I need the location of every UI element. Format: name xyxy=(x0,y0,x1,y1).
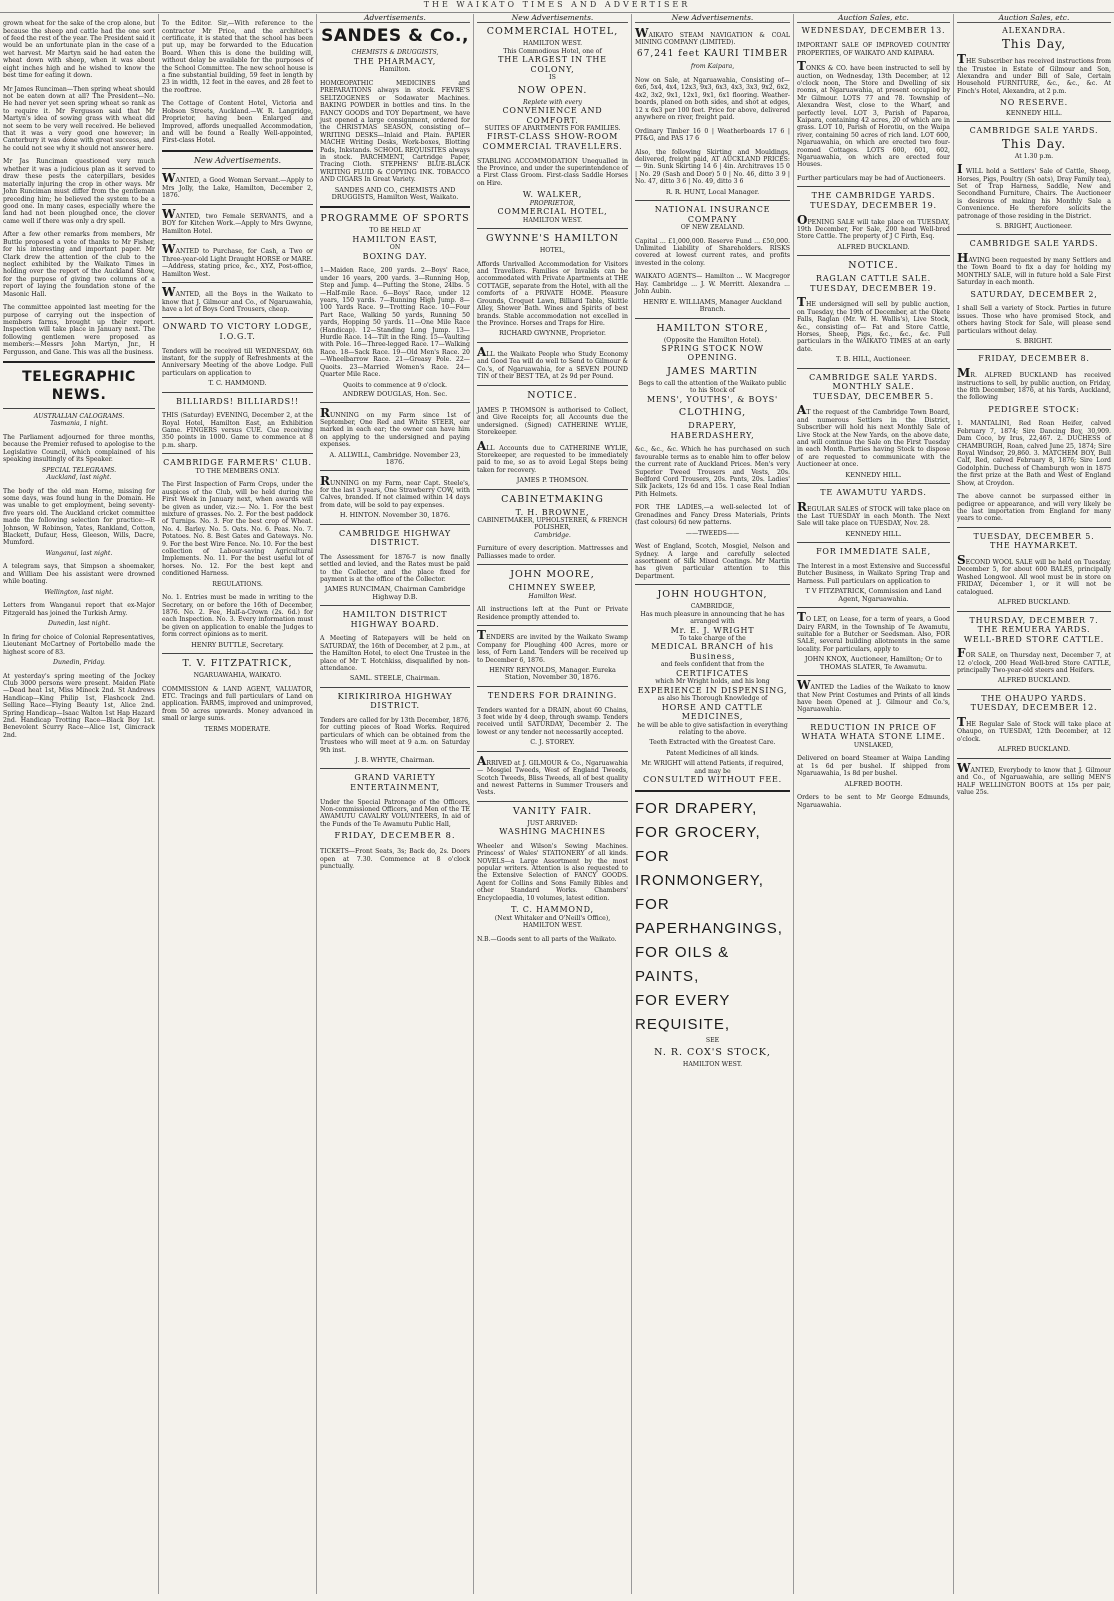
ad-title: PROGRAMME OF SPORTS xyxy=(320,213,470,225)
ad-text: Capital ... £1,000,000. Reserve Fund ... £50,000. Unlimited Liability of Shareholders. RISKS covered at lowest current rates, and profits invested in the colony. xyxy=(635,237,790,267)
ad-text: ALL Accounts due to CATHERINE WYLIE, Storekeeper, are requested to be immediately paid to me, so as to avoid Legal Steps being taken for recovery. xyxy=(477,438,628,474)
ad-text: Wheeler and Wilson's Sewing Machines. Princess' of Wales' STATIONERY of all kinds. NOVELS—a Large Assortment by the most popular writers. Attention is also requested to the Extensive Selection of FANCY GOODS. Agent for Collins and Sons Family Bibles and other Standard Works. Chambers' Encyclopaedia, 10 volumes, latest edition. xyxy=(477,842,628,902)
ad-text: CLOTHING, xyxy=(678,407,747,419)
ad-subtitle: THE PHARMACY, xyxy=(353,56,437,66)
ad-date: THURSDAY, DECEMBER 7. xyxy=(969,615,1099,625)
ad-subtitle: ——TWEEDS—— xyxy=(685,529,740,537)
ad-place: HAMILTON WEST. xyxy=(522,216,583,224)
ad-text: Delivered on board Steamer at Waipa Landing at 1s 6d per bushel. If shipped from Ngaruawahia, 1s 8d per bushel. xyxy=(797,755,950,778)
article-text: Letters from Wanganui report that ex-Major Fitzgerald has joined the Turkish Army. xyxy=(3,602,155,617)
ad-title: HAMILTON STORE, xyxy=(656,322,769,334)
ad-text: HORSE AND CATTLE MEDICINES, xyxy=(661,702,764,722)
ad-title: NOTICE. xyxy=(848,260,899,272)
ad-signature: H. HINTON. November 30, 1876. xyxy=(339,511,451,520)
ad-time: At 1.30 p.m. xyxy=(1014,152,1054,160)
ad-signature: SAML. STEELE, Chairman. xyxy=(349,674,441,683)
ad-heading: WAIKATO STEAM NAVIGATION & COAL MINING COMPANY (LIMITED). xyxy=(635,25,790,46)
ad-subtitle: REGULATIONS. xyxy=(212,580,263,588)
article-text: The Cottage of Content Hotel, Victoria and Hobson Streets, Auckland.—W. R. Langridge, Proprietor, having been Enlarged and Improved, affords unequalled Accommodation, and will be found a Really Well-appointed, First-class Hotel. xyxy=(162,100,313,145)
classified-ad: ARRIVED at J. GILMOUR & Co., Ngaruawahia— Mosgiel Tweeds, West of England Tweeds, Scotch Tweeds, Bliss Tweeds, all of best quality and newest Patterns in Summer Trousers and Vests. xyxy=(477,753,628,797)
column-heading: New Advertisements. xyxy=(477,14,628,23)
ad-text: TICKETS—Front Seats, 3s; Back do, 2s. Doors open at 7.30. Commence at 8 o'clock punctually. xyxy=(320,848,470,871)
ad-text: All instructions left at the Punt or Private Residence promptly attended to. xyxy=(477,606,628,621)
ad-signature: ALFRED BUCKLAND. xyxy=(997,598,1071,607)
ad-text: The Assessment for 1876-7 is now finally settled and levied, and the Rates must be paid to the Collector, and the place fixed for payment is at the office of the Collector. xyxy=(320,553,470,583)
ad-title: T. V. FITZPATRICK, xyxy=(182,658,293,670)
column-2 xyxy=(158,14,316,1594)
ad-date: TUESDAY, DECEMBER 12. xyxy=(970,703,1098,713)
ad-signature: J. B. WHYTE, Chairman. xyxy=(355,756,435,765)
article-text: The Parliament adjourned for three months, because the Premier refused to apologise to the Legislative Council, which complained of his speaking insultingly of its Speaker. xyxy=(3,434,155,464)
ad-text: Quoits to commence at 9 o'clock. xyxy=(342,381,448,389)
classified-ad: ALL the Waikato People who Study Economy and Good Tea will do well to Send to Gilmour & Co.'s, of Ngaruawahia, for a SEVEN POUND TIN of their BEST TEA, at 2s 9d per Pound. xyxy=(477,344,628,381)
ad-text: COMMERCIAL TRAVELLERS. xyxy=(482,141,623,151)
ad-text: THE LARGEST IN THE COLONY, xyxy=(498,55,607,74)
ad-text: WAIKATO AGENTS— Hamilton ... W. Macgregor Hay. Cambridge ... J. W. Merritt. Alexandra ... John Aubin. xyxy=(635,273,790,296)
ad-text: FOR SALE, on Thursday next, December 7, at 12 o'clock, 200 Head Well-bred Store CATTLE, principally Two-year-old steers and Heifers. xyxy=(957,646,1111,674)
ad-subtitle: TO THE MEMBERS ONLY. xyxy=(195,467,280,475)
article-text: Mr James Runciman—Then spring wheat should not be eaten down at all? The President—No. He had never yet seen spring wheat so rank as to require it. Mr Fergusson said that Mr Martyn's idea of sowing grass with wheat did not seem to be very well received. He believed that it was a very good one however; in Canterbury it was done with great success, and he could not see why it should not answer here. xyxy=(3,85,155,152)
classified-ad: TO LET, on Lease, for a term of years, a Good Dairy FARM, in the Township of Te Awamutu, suitable for a Butcher or Seedsman. Also, FOR SALE, several building allotments in the same locality. For particulars, apply to xyxy=(797,610,950,653)
ad-title: THE CAMBRIDGE YARDS. xyxy=(811,191,936,201)
ad-subtitle: BOXING DAY. xyxy=(362,251,428,261)
ad-text: The above cannot be surpassed either in pedigree or appearance, and will very likely be the last importation from England for many years to come. xyxy=(957,493,1111,523)
classified-ad: WANTED to Purchase, for Cash, a Two or Three-year-old Light Draught HORSE or MARE.—Address, stating price, &c., XYZ, Post-office, Hamilton West. xyxy=(162,242,313,278)
cox-line: FOR EVERY REQUISITE, xyxy=(635,991,731,1033)
article-text: A telegram says, that Simpson a shoemaker, and William Dee his assistant were drowned while boating. xyxy=(3,563,155,586)
section-heading: AUSTRALIAN CALOGRAMS. xyxy=(33,413,125,420)
ad-signature: ALFRED BUCKLAND. xyxy=(837,242,910,251)
dateline: Wellington, last night. xyxy=(44,588,114,596)
column-heading: Auction Sales, etc. xyxy=(957,14,1111,23)
ad-date: TUESDAY, DECEMBER 5. xyxy=(973,531,1095,541)
price-list: Ordinary Timber 16 0 | Weatherboards 17 6 | PT&G, and PAS 17 6 xyxy=(635,127,790,143)
column-heading: Auction Sales, etc. xyxy=(797,14,950,23)
ad-text: and feels confident that from the xyxy=(660,661,765,669)
column-4 xyxy=(473,14,631,1594)
ad-title: REDUCTION IN PRICE OF xyxy=(810,722,937,732)
ad-text: NO RESERVE. xyxy=(1000,98,1068,108)
column-6 xyxy=(793,14,953,1594)
ad-signature: SANDES AND CO., CHEMISTS AND DRUGGISTS, Hamilton West, Waikato. xyxy=(331,185,459,201)
ad-place: Cambridge. xyxy=(534,531,571,539)
ad-title: CAMBRIDGE SALE YARDS. xyxy=(969,126,1099,136)
ad-signature: ALFRED BOOTH. xyxy=(844,779,903,788)
ad-text: Patent Medicines of all kinds. xyxy=(666,749,759,757)
ad-place: HAMILTON WEST. xyxy=(522,922,583,929)
ad-text: 1. MANTALINI, Red Roan Heifer, calved February 7, 1874; Sire Dancing Boy, 30,909. Dam Coco, by Irus, 22,467. 2. DUCHESS of CHAMBURGH, Roan, calved June 25, 1874; Sire Royal Windsor, 29,860. 3. MATCHEM BOY, Bull Calf, Red, calved February 8, 1876; Sire Lord Godolphin. Duchess of Chamburgh won in 1875 the first prize at the Bath and West of England Show, at Croydon. xyxy=(957,420,1111,487)
ad-title: TENDERS FOR DRAINING. xyxy=(487,690,618,700)
ad-title: TE AWAMUTU YARDS. xyxy=(820,487,927,497)
ad-title: 67,241 feet KAURI TIMBER xyxy=(636,49,789,60)
ad-text: IMPORTANT SALE OF IMPROVED COUNTRY PROPERTIES, OF WAIKATO AND KAIPARA. xyxy=(797,42,950,57)
ad-subtitle: CHIMNEY SWEEP, xyxy=(508,583,597,593)
classified-ad: RUNNING on my Farm since 1st of September, One Red and White STEER, ear marked in each ear; the owner can have him on applying to the undersigned and paying expenses. xyxy=(320,405,470,449)
article-text: Mr Jas Runciman questioned very much whether it was a judicious plan as it served to draw these pests the caterpillars, besides materially injuring the crop in other ways. Mr John Runciman must differ from the gentleman preceding him; he believed the system to be a good one. In many cases, especially where the land had not been ploughed once, the clover came well if there was only a dry spell. xyxy=(3,158,155,225)
ad-place: Hamilton West. xyxy=(528,592,577,600)
ad-signature: JAMES RUNCIMAN, Chairman Cambridge Highway D.B. xyxy=(324,585,466,601)
ad-subtitle: THE HAYMARKET. xyxy=(989,541,1079,551)
ad-text: &c., &c., &c. Which he has purchased on such favourable terms as to enable him to offer below the current rate of Auckland Prices. Men's very Superior Tweed Trousers and Vests, 20s. Bedford Cord Trousers, 20s. Pants, 20s. Ladies' Silk Jackets, 12s 6d and 15s. 1 case Real Indian Pith Helmets. xyxy=(635,446,790,498)
dateline: Dunedin, last night. xyxy=(47,620,111,628)
ad-subtitle: WELL-BRED STORE CATTLE. xyxy=(963,634,1105,644)
ad-text: Begs to call the attention of the Waikato public to his Stock of xyxy=(638,379,787,395)
ad-date: WEDNESDAY, DECEMBER 13. xyxy=(801,26,946,36)
ad-text: I WILL hold a Settlers' Sale of Cattle, Sheep, Horses, Pigs, Poultry (Sh oats), Dray Family tea), Set of Trap Harness, Saddle, New and Secondhand Furniture, Chairs. The Auctioneer is desirous of making his Monthly Sale a Convenience. He therefore solicits the patronage of those residing in the District. xyxy=(957,162,1111,220)
dateline: Tasmania, 1 night. xyxy=(50,420,108,428)
ad-signature: HENRY REYNOLDS, Manager. Eureka Station, November 30, 1876. xyxy=(489,666,616,682)
ad-day: This Day. xyxy=(1001,136,1067,151)
ad-title: CAMBRIDGE HIGHWAY DISTRICT. xyxy=(338,528,451,548)
ad-title: HAMILTON DISTRICT HIGHWAY BOARD. xyxy=(342,610,448,629)
ad-signature: RICHARD GWYNNE, Proprietor. xyxy=(499,329,606,338)
ad-signature: W. WALKER, xyxy=(522,190,583,200)
column-5 xyxy=(631,14,793,1594)
ad-text: Further particulars may be had of Auctioneers. xyxy=(797,174,946,182)
ad-title: ALEXANDRA. xyxy=(1002,26,1066,36)
ad-text: CONSULTED WITHOUT FEE. xyxy=(643,775,782,785)
ad-text: Mr. WRIGHT will attend Patients, if required, and may be xyxy=(641,760,784,775)
ad-signature: JAMES P. THOMSON. xyxy=(516,476,589,485)
ad-subtitle: from Kaipara, xyxy=(690,63,735,71)
ad-title: CABINETMAKING xyxy=(501,493,604,505)
ad-text: JAMES P. THOMSON is authorised to Collect, and Give Receipts for, all Accounts due the undersigned. (Signed) CATHERINE WYLIE, Storekeeper. xyxy=(477,406,628,436)
ad-footer: TERMS MODERATE. xyxy=(204,725,271,733)
ad-text: N.B.—Goods sent to all parts of the Waikato. xyxy=(477,935,617,943)
ad-text: Tenders will be received till WEDNESDAY, 6th instant, for the supply of Refreshments at the Anniversary Meeting of the above Lodge. Full particulars on application to xyxy=(162,347,313,377)
ad-text: AT the request of the Cambridge Town Board, and numerous Settlers in the District, Subscriber will hold his next Monthly Sale of Live Stock at the New Yards, on the above date, and will continue the Sale on the First Tuesday in each Month. Parties having Stock to dispose of are requested to communicate with the Auctioneer at once. xyxy=(797,403,950,469)
ad-text: he will be able to give satisfaction in everything relating to the above. xyxy=(637,721,788,737)
ad-text: THE Subscriber has received instructions from the Trustee in Estate of Gilmour and Son, Alexandra and under Bill of Sale, Certain Household FURNITURE, &c., &c., &c. At Finch's Hotel, Alexandra, at 2 p.m. xyxy=(957,52,1111,95)
ad-title: CAMBRIDGE SALE YARDS. xyxy=(969,239,1099,249)
ad-text: This Commodious Hotel, one of xyxy=(503,47,602,55)
ad-text: 1—Maiden Race, 200 yards. 2—Boys' Race, under 16 years, 200 yards. 3—Running Hop, Step and Jump. 4—Putting the Stone, 24lbs. 5—Half-mile Race. 6—Boys' Race, under 12 years, 150 yards. 7—Running High Jump. 8—100 Yards Race. 9—Trotting Race. 10—Four Part Race, Walking 50 yards, Running 50 yards, Hopping 50 yards. 11—One Mile Race (Handicap). 12—Standing Long Jump. 13—Hurdle Race. 14—Tilt in the Ring. 15—Vaulting with Pole. 16—Three-legged Race. 17—Walking Race. 18—Sack Race. 19—Old Men's Race. 20—Wheelbarrow Race. 21—Greasy Pole. 22—Quoits. 23—Married Women's Race. 24—Quarter Mile Race. xyxy=(320,267,470,379)
ad-subtitle: PEDIGREE STOCK: xyxy=(988,404,1080,414)
ad-signature: T. B. HILL, Auctioneer. xyxy=(836,355,911,364)
ad-text: SECOND WOOL SALE will be held on Tuesday, December 5, for about 600 BALES, principally Washed Longwool. All wool must be in store on FRIDAY, December 1, or it will not be catalogued. xyxy=(957,553,1111,596)
ad-signature: ANDREW DOUGLAS, Hon. Sec. xyxy=(342,389,448,398)
cox-line: FOR OILS & PAINTS, xyxy=(635,943,730,985)
ad-text: Furniture of every description. Mattresses and Palliasses made to order. xyxy=(477,545,628,560)
ad-signature: T V FITZPATRICK, Commission and Land Agent, Ngaruawahia. xyxy=(805,587,942,603)
column-1 xyxy=(0,14,158,1594)
ad-text: TONKS & CO. have been instructed to sell by auction, on Wednesday, 13th December, at 12 o'clock noon, The Store and Dwelling of six rooms, at Ngaruawahia, at present occupied by Mr Gilmour. LOTS 77 and 78. Township of Alexandra West, close to the Wharf, and perfectly level. LOT 3, Parish of Paparoa, Kaipara, containing 42 acres, 20 of which are in grass. LOT 10, Parish of Horotiu, on the Waipa river, containing 50 acres of rich land. LOT 600, Ngaruawahia, on which are erected two four-roomed Cottages. LOTS 600, 601, 602, Ngaruawahia, on which are erected four Houses. xyxy=(797,59,950,169)
ad-text: Has much pleasure in announcing that he has arranged with xyxy=(640,610,785,626)
classified-ad: WANTED, Everybody to know that J. Gilmour and Co., of Ngaruawahia, are selling MEN'S HALF WELLINGTON BOOTS at 15s per pair, value 25s. xyxy=(957,760,1111,797)
ad-signature: COMMERCIAL HOTEL, xyxy=(497,207,608,217)
ad-title: N. R. COX'S STOCK, xyxy=(654,1046,771,1058)
ad-text: SEE xyxy=(705,1036,720,1044)
ad-place: CAMBRIDGE, xyxy=(690,603,735,611)
ad-text: Now on Sale, at Ngaruawahia, Consisting of—6x6, 5x4, 4x4, 12x3, 9x3, 6x3, 4x3, 3x3, 9x2, 6x2, 4x2, 3x2, 9x1, 12x1, 9x1, 6x1 flooring. Weather-boards, planed on both sides, and shot at edges, 12 x 6x3 per 100 feet. Price for above, delivered anywhere on river, freight paid. xyxy=(635,77,790,122)
ad-date: TUESDAY, DECEMBER 5. xyxy=(813,391,934,401)
cox-line: FOR IRONMONGERY, xyxy=(635,847,764,889)
article-text: At yesterday's spring meeting of the Jockey Club 3000 persons were present. Maiden Plate—Dead heat 1st, Miss Mineck 2nd. St Andrews Handicap—King Philip 1st, Flashcock 2nd. Selling Race—Flying Beauty 1st, Alice 2nd. Spring Handicap—Isaac Walton 1st Hap Hazard 2nd. Handicap Trotting Race—Black Boy 1st. Benevolent Scurry Race—Alice 1st, Gimcrack 2nd. xyxy=(3,672,155,739)
ad-date: SATURDAY, DECEMBER 2, xyxy=(970,289,1098,299)
ad-text: No. 1. Entries must be made in writing to the Secretary, on or before the 16th of December, 1876. No. 2. Fee, Half-a-Crown (2s. 6d.) for each Inspection. No. 3. Every information must be given on application to enable the Judges to form correct opinions as to merit. xyxy=(162,594,313,639)
ad-text: Replete with every xyxy=(522,98,583,106)
ad-signature: PROPRIETOR, xyxy=(529,199,576,207)
ad-text: NOW OPEN. xyxy=(517,84,588,96)
ad-text: HABERDASHERY, xyxy=(670,430,755,440)
ad-text: THE Regular Sale of Stock will take place at Ohaupo, on TUESDAY, 12th December, at 12 o'clock. xyxy=(957,715,1111,743)
ad-text: MR. ALFRED BUCKLAND has received instructions to sell, by public auction, on Friday, the 8th December, 1876, at his Yards, Auckland, the following xyxy=(957,366,1111,402)
column-7 xyxy=(953,14,1114,1594)
ad-title: JOHN HOUGHTON, xyxy=(657,589,768,601)
ad-subtitle: T. H. BROWNE, xyxy=(515,507,590,517)
ad-text: FIRST-CLASS SHOW-ROOM xyxy=(486,132,619,142)
ad-text: FOR THE LADIES,—a well-selected lot of Grenadines and Fancy Dress Materials, Prints (fast colours) 6d new patterns. xyxy=(635,504,790,527)
ad-signature: S. BRIGHT, Auctioneer. xyxy=(995,221,1073,230)
ad-signature: KENNEDY HILL. xyxy=(845,470,902,479)
ad-subtitle: OF NEW ZEALAND. xyxy=(680,224,745,232)
ad-text: SUITES OF APARTMENTS FOR FAMILIES. xyxy=(484,125,621,133)
ad-text: Under the Special Patronage of the Officers, Non-commissioned Officers, and Men of the TE AWAMUTU CAVALRY VOLUNTEERS, In aid of the Funds of the Te Awamutu Public Hall, xyxy=(320,798,470,828)
ad-title: RAGLAN CATTLE SALE. xyxy=(816,274,931,284)
cox-line: FOR PAPERHANGINGS, xyxy=(635,895,783,937)
ad-title: FOR IMMEDIATE SALE, xyxy=(816,547,931,557)
article-text: To the Editor. Sir,—With reference to the contractor Mr Price, and the architect's certificate, it is stated that the school has been put up, may be forwarded to the Education Board. When this is done the building will, without delay be available for the purposes of the School Committee. The new school house is a fine substantial building, 59 feet in length by 23 in width, 12 feet in the eaves, and 28 feet to the rooftree. xyxy=(162,20,313,94)
ad-signature: ALFRED BUCKLAND. xyxy=(997,745,1071,754)
article-text: grown wheat for the sake of the crop alone, but because the sheep and cattle had the one sort of feed the rest of the year. The President said it would be an unfortunate plan in the case of a wet harvest. Mr Martyn said he had eaten the wheat down with sheep, when it was about eight inches high and he wished to know the best time for eating it down. xyxy=(3,20,155,80)
ad-title: VANITY FAIR. xyxy=(512,805,593,817)
ad-place: HAMILTON WEST. xyxy=(522,40,583,48)
cox-line: FOR GROCERY, xyxy=(635,823,761,841)
ad-text: IS xyxy=(549,74,556,82)
ad-signature: C. J. STOREY. xyxy=(530,738,575,747)
ad-text: CONVENIENCE AND COMFORT. xyxy=(502,106,603,125)
ad-text: Affords Unrivalled Accommodation for Visitors and Travellers. Families or Invalids can be accommodated with Private Apartments at THE COTTAGE, separate from the Hotel, with all the comforts of a PRIVATE HOME. Pleasure Grounds, Croquet Lawn, Billiard Table, Skittle Alley, Shower Bath. Wines and Spirits of best brands. Stable accommodation not excelled in the Province. Horses and Traps for Hire. xyxy=(477,260,628,327)
cox-line: FOR DRAPERY, xyxy=(635,799,758,817)
ad-title: ONWARD TO VICTORY LODGE, I.O.G.T. xyxy=(162,322,313,341)
section-heading: SPECIAL TELEGRAMS. xyxy=(41,466,117,474)
ad-place: Hamilton. xyxy=(379,66,411,74)
ad-text: MEDICAL BRANCH of his Business, xyxy=(651,642,774,661)
ad-subtitle: WHATA WHATA STONE LIME. xyxy=(801,732,946,742)
ad-signature: KENNEDY HILL. xyxy=(845,529,902,538)
ad-text: DRAPERY, xyxy=(688,421,737,431)
article-text: The body of the old man Horne, missing for some days, was found hung in the Domain. He was unable to get employment, being seventy-five years old. The Auckland cricket committee made the following selection for practice:—R Johnson, W Robinson, Yates, Rankland, Cotton, Blackett, Dufaur, Hess, Gleeson, Wills, Dacre, Mumford. xyxy=(3,487,155,547)
ad-signature: A. ALLWILL, Cambridge. November 23, 1876. xyxy=(329,450,461,466)
ad-subtitle: WASHING MACHINES xyxy=(499,827,606,837)
ad-title: THE OHAUPO YARDS. xyxy=(981,693,1087,703)
ad-place: HAMILTON WEST. xyxy=(682,1060,743,1068)
ad-title: NATIONAL INSURANCE COMPANY xyxy=(654,205,771,224)
ad-subtitle: SPRING STOCK NOW OPENING. xyxy=(661,343,764,363)
ad-subtitle: CABINETMAKER, UPHOLSTERER, & FRENCH POLISHER, xyxy=(477,517,628,532)
column-heading: Advertisements. xyxy=(320,14,470,23)
column-heading: New Advertisements. xyxy=(635,14,790,23)
ad-signature: (Next Whitaker and O'Neill's Office), xyxy=(494,914,611,922)
classified-ad: WANTED, all the Boys in the Waikato to know that J. Gilmour and Co., of Ngaruawahia, have a lot of Boys Cord Trousers, cheap. xyxy=(162,285,313,313)
ad-date: TUESDAY, DECEMBER 19. xyxy=(810,200,937,210)
ad-text: To take charge of the xyxy=(679,635,746,642)
section-heading: New Advertisements. xyxy=(193,155,282,165)
ad-text: I shall Sell a variety of Stock. Parties in future issues. Those who have promised Stock, and others having Stock for Sale, will please send particulars without delay. xyxy=(957,305,1111,335)
ad-text: The Interest in a most Extensive and Successful Butcher Business, in Waikato Spring Trap and Harness. Full particulars on application to xyxy=(797,562,950,585)
dateline: Dunedin, Friday. xyxy=(53,658,105,666)
article-text: The committee appointed last meeting for the purpose of carrying out the inspection of members farms, brought up their report. Inspection will take place in January next. The following gentlemen were proposed as members:—Messrs John Martyn, Jnr., H Fergusson, and Gane. This was all the business. xyxy=(3,304,155,356)
ad-title: CAMBRIDGE SALE YARDS. xyxy=(809,372,938,382)
ad-subtitle: TO BE HELD AT xyxy=(369,227,421,235)
ad-subtitle: (Opposite the Hamilton Hotel). xyxy=(663,336,762,344)
ad-title: SANDES & Co., xyxy=(321,26,469,47)
ad-text: which Mr Wright holds, and his long xyxy=(655,678,770,686)
ad-subtitle: CHEMISTS & DRUGGISTS, xyxy=(351,49,439,57)
ad-text: COMMISSION & LAND AGENT, VALUATOR, ETC. Tracings and full particulars of Land on application. FARMS, improved and unimproved, from 50 acres upwards. Money advanced in small or large sums. xyxy=(162,685,313,723)
ad-signature: T. C. HAMMOND. xyxy=(208,379,267,388)
ad-text: Orders to be sent to Mr George Edmunds, Ngaruawahia. xyxy=(797,794,950,809)
ad-text: Tenders wanted for a DRAIN, about 60 Chains, 3 feet wide by 4 deep, through swamp. Tenders received until SATURDAY, December 2. The lowest or any tender not necessarily accepted. xyxy=(477,706,628,736)
ad-signature: JOHN KNOX, Auctioneer, Hamilton; Or to THOMAS SLATER, Te Awamutu. xyxy=(804,655,943,671)
ad-subtitle: ON xyxy=(389,244,401,252)
ad-title: BILLIARDS! BILLIARDS!! xyxy=(176,396,299,406)
ad-signature: R. R. HUNT, Local Manager. xyxy=(665,187,760,196)
ad-subtitle: HOTEL, xyxy=(539,247,566,255)
article-text: In firing for choice of Colonial Representatives, Lieutenant McCartney of Portobello made the highest score of 83. xyxy=(3,633,155,656)
ad-name: JAMES MARTIN xyxy=(667,365,758,377)
article-text: After a few other remarks from members, Mr Buttle proposed a vote of thanks to Mr Fisher, for his interesting and important paper. Mr Clark drew the attention of the club to the neglect exhibited by the Waikato Times in holding over the report of the Auckland Show, for the purpose of giving two columns of a report of laying the foundation stone of the Masonic Hall. xyxy=(3,231,155,298)
ad-title: NOTICE. xyxy=(527,389,578,401)
ad-text: CERTIFICATES xyxy=(676,668,749,678)
ad-text: OPENING SALE will take place on TUESDAY, 19th December, For Sale, 200 head Well-bred Store Cattle. The property of J C Firth, Esq. xyxy=(797,212,950,241)
ad-signature: ALFRED BUCKLAND. xyxy=(997,676,1071,685)
ad-subtitle: NGARUAWAHIA, WAIKATO. xyxy=(193,672,282,680)
ad-signature: HENRY BUTTLE, Secretary. xyxy=(191,640,284,649)
ad-subtitle: THE REMUERA YARDS. xyxy=(977,625,1091,634)
classified-ad: WANTED the Ladies of the Waikato to know that New Print Costumes and Prints of all kinds have been Opened at J. Gilmour and Co.'s, Ngaruawahia. xyxy=(797,678,950,714)
ad-text: THIS (Saturday) EVENING, December 2, at the Royal Hotel, Hamilton East, an Exhibition Game. FINGERS versus CUE. Cue receiving 350 points in 1000. Game to commence at 8 p.m. sharp. xyxy=(162,412,313,449)
ad-text: HOMŒOPATHIC MEDICINES and PREPARATIONS always in stock. FEVRE'S SELTZOGENES or Sodawater Machines. BAKING POWDER in bottles and tins. In the FANCY GOODS and TOY Department, we have just opened a large consignment, ordered for the CHRISTMAS SEASON, consisting of—WRITING DESKS—Inlaid and Plain. PAPIER MACHE Writing Desks, Work-boxes, Blotting Pads, Inkstands. SCHOOL REQUISITES always in stock. PARCHMENT, Cartridge Paper, Tracing Cloth. STEPHENS' BLUE-BLACK WRITING FLUID & COPYING INK. TOBACCO AND CIGARS In Great Variety. xyxy=(320,79,470,184)
ad-day: This Day, xyxy=(1001,36,1067,51)
masthead: THE WAIKATO TIMES AND ADVERTISER xyxy=(0,0,1114,13)
ad-signature: S. BRIGHT. xyxy=(1015,337,1053,345)
classified-ad: TENDERS are invited by the Waikato Swamp Company for Ploughing 400 Acres, more or less, of Fern Land. Tenders will be received up to December 6, 1876. xyxy=(477,628,628,664)
ad-date: TUESDAY, DECEMBER 19. xyxy=(810,283,937,293)
classified-ad: WANTED, a Good Woman Servant.—Apply to Mrs Jolly, the Lake, Hamilton, December 2, 1876. xyxy=(162,171,313,200)
price-list: Also, the following Skirting and Mouldings, delivered, freight paid, AT AUCKLAND PRICES:— 9in. Sunk Skirting 14 6 | 4in. Architraves 15 0 | No. 29 (Sash and Door) 5 0 | No. 46, ditto 3 9 | No. 47, ditto 3 6 | No. 49, ditto 3 6 xyxy=(635,148,790,186)
ad-text: STABLING ACCOMMODATION Unequalled in the Province, and under the superintendence of a First Class Groom. First-class Saddle Horses on Hire. xyxy=(477,157,628,187)
ad-text: Teeth Extracted with the Greatest Care. xyxy=(649,739,776,747)
dateline: Auckland, last night. xyxy=(46,474,112,482)
ad-text: as also his Thorough Knowledge of xyxy=(657,695,768,703)
ad-title: KIRIKIRIROA HIGHWAY DISTRICT. xyxy=(337,691,453,711)
ad-text: A Meeting of Ratepayers will be held on SATURDAY, the 16th of December, at 2 p.m., at the Hamilton Hotel, to elect One Trustee in the place of Mr T. Hotchkiss, disqualified by non-attendance. xyxy=(320,635,470,672)
ad-text: HAVING been requested by many Settlers and the Town Board to fix a day for holding my MONTHLY SALE, will in future hold a Sale First Saturday in each month. xyxy=(957,251,1111,287)
ad-subtitle: MONTHLY SALE. xyxy=(832,382,915,392)
ad-text: Mr. E. J. WRIGHT xyxy=(670,625,755,635)
ad-text: REGULAR SALES of STOCK will take place on the Last TUESDAY in each Month. The Next Sale will take place on TUESDAY, Nov. 28. xyxy=(797,499,950,528)
column-3 xyxy=(316,14,473,1594)
dateline: Wanganui, last night. xyxy=(45,549,113,557)
ad-title: COMMERCIAL HOTEL, xyxy=(486,26,619,38)
ad-text: EXPERIENCE IN DISPENSING, xyxy=(637,685,788,695)
ad-signature: KENNEDY HILL. xyxy=(1005,108,1063,117)
ad-date: FRIDAY, DECEMBER 8. xyxy=(334,831,456,842)
ad-title: CAMBRIDGE FARMERS' CLUB. xyxy=(163,458,312,468)
classified-ad: RUNNING on my Farm, near Capt. Steele's, for the last 3 years, One Strawberry COW, with Calves, branded. If not claimed within 14 days from date, will be sold to pay expenses. xyxy=(320,473,470,509)
classified-ad: WANTED, two Female SERVANTS, and a BOY for Kitchen Work.—Apply to Mrs Gwynne, Hamilton Hotel. xyxy=(162,206,313,235)
ad-date: FRIDAY, DECEMBER 8. xyxy=(978,354,1090,364)
ad-title: GRAND VARIETY ENTERTAINMENT, xyxy=(350,773,440,792)
ad-subtitle: JUST ARRIVED: xyxy=(527,819,578,827)
ad-text: MENS', YOUTHS', & BOYS' xyxy=(646,394,779,404)
ad-subtitle: HAMILTON EAST, xyxy=(352,234,438,244)
ad-signature: HENRY E. WILLIAMS, Manager Auckland Branch. xyxy=(643,297,782,314)
telegraphic-news-title: TELEGRAPHIC NEWS. xyxy=(22,369,136,403)
ad-title: GWYNNE'S HAMILTON xyxy=(486,233,619,245)
ad-text: Tenders are called for by 13th December, 1876, for cutting pieces of Road Works. Required particulars of which can be obtained from the Trustees who will meet at 9 a.m. on Saturday 9th inst. xyxy=(320,717,470,754)
ad-text: West of England, Scotch, Mosgiel, Nelson and Sydney. A large and carefully selected assortment of Silk Mixed Coatings. Mr Martin has given particular attention to this Department. xyxy=(635,543,790,580)
ad-text: THE undersigned will sell by public auction, on Tuesday, the 19th of December, at the Okete Falls, Raglan (Mr. W. H. Wallis's), Live Stock, &c., consisting of— Fat and Store Cattle, Horses, Sheep, Pigs, &c., &c., &c. Full particulars in the WAIKATO TIMES at an early date. xyxy=(797,295,950,353)
ad-signature: T. C. HAMMOND, xyxy=(511,905,594,915)
ad-subtitle: UNSLAKED, xyxy=(853,741,894,749)
ad-title: JOHN MOORE, xyxy=(510,569,595,581)
ad-text: The First Inspection of Farm Crops, under the auspices of the Club, will be held during the First Week in January next, when awards will be given as under, viz.:— No. 1. For the best mixture of grasses. No. 2. For the best paddock of Turnips. No. 3. For the best crop of Wheat. No. 4. Barley. No. 5. Oats. No. 6. Peas. No. 7. Potatoes. No. 8. Best Gates and Gateways. No. 9. For the best Wire Fence. No. 10. For the best collection of Labour-saving Agricultural Implements. No. 11. For the best useful lot of horses. No. 12. For the best kept and conditioned Harness. xyxy=(162,481,313,578)
